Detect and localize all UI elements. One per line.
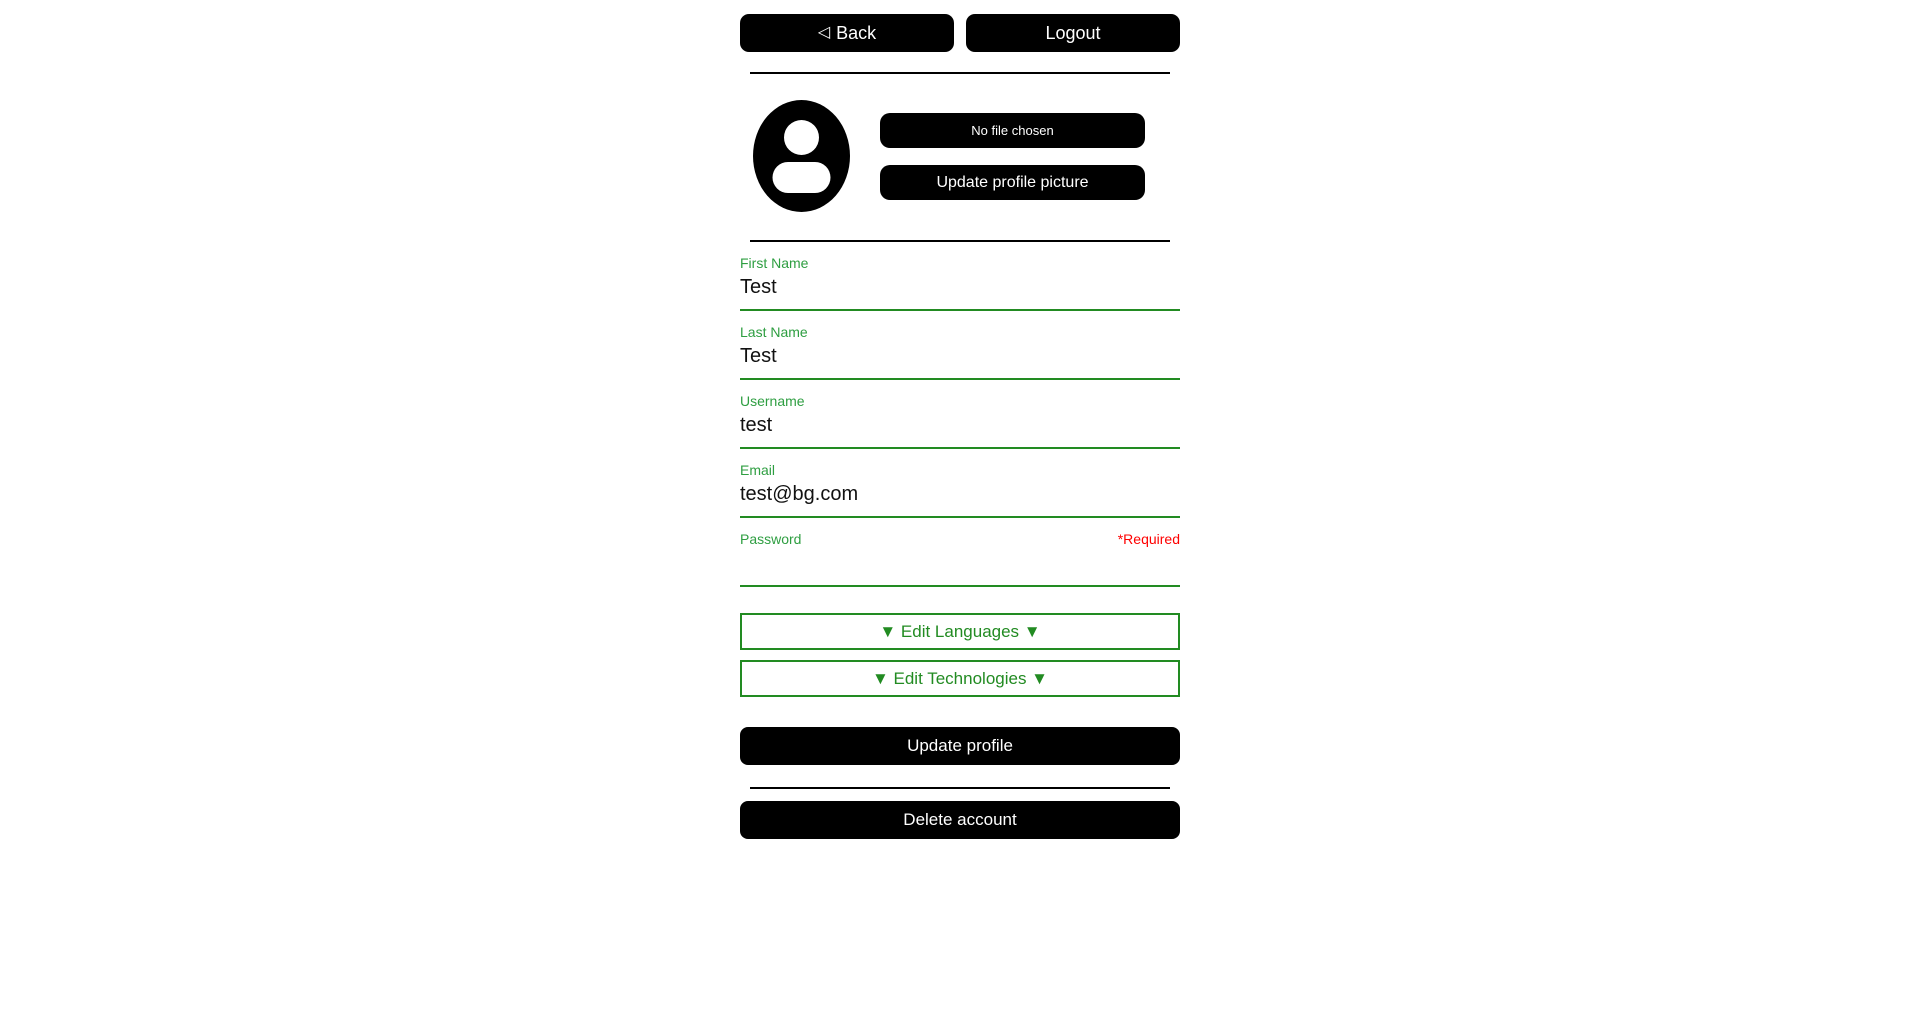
logout-button[interactable] (966, 14, 1180, 52)
update-profile-button[interactable]: Update profile (740, 727, 1180, 765)
back-arrow-icon: ◁ (817, 24, 831, 41)
profile-picture-section (740, 100, 1180, 212)
delete-account-button[interactable]: Delete account (740, 801, 1180, 839)
email-label: Email (740, 462, 776, 478)
required-note: *Required (1117, 531, 1180, 547)
first-name-input[interactable] (740, 270, 1180, 311)
divider-bottom (750, 787, 1170, 789)
email-field (740, 463, 1180, 518)
file-controls (880, 113, 1145, 200)
password-label-row (740, 532, 1180, 546)
file-chosen-status[interactable]: No file chosen (880, 113, 1145, 148)
logout-button-label: Logout (1045, 22, 1101, 43)
last-name-input[interactable] (740, 339, 1180, 380)
edit-technologies-button[interactable]: ▼ Edit Technologies ▼ (740, 660, 1180, 697)
last-name-label: Last Name (740, 324, 808, 340)
username-label: Username (740, 393, 805, 409)
edit-languages-button[interactable]: ▼ Edit Languages ▼ (740, 613, 1180, 650)
password-input[interactable] (740, 546, 1180, 587)
back-button-label: Back (836, 22, 877, 43)
username-input[interactable] (740, 408, 1180, 449)
first-name-field (740, 256, 1180, 311)
person-avatar-icon (753, 100, 850, 212)
password-label: Password (740, 531, 802, 547)
divider-top (750, 72, 1170, 74)
divider-profile (750, 240, 1170, 242)
first-name-label: First Name (740, 255, 809, 271)
back-button[interactable] (740, 14, 954, 52)
last-name-field (740, 325, 1180, 380)
update-profile-picture-button[interactable]: Update profile picture (880, 165, 1145, 200)
top-button-row (740, 14, 1180, 52)
email-input[interactable] (740, 477, 1180, 518)
password-field (740, 532, 1180, 587)
username-field (740, 394, 1180, 449)
profile-page (740, 14, 1180, 839)
profile-form (740, 256, 1180, 765)
